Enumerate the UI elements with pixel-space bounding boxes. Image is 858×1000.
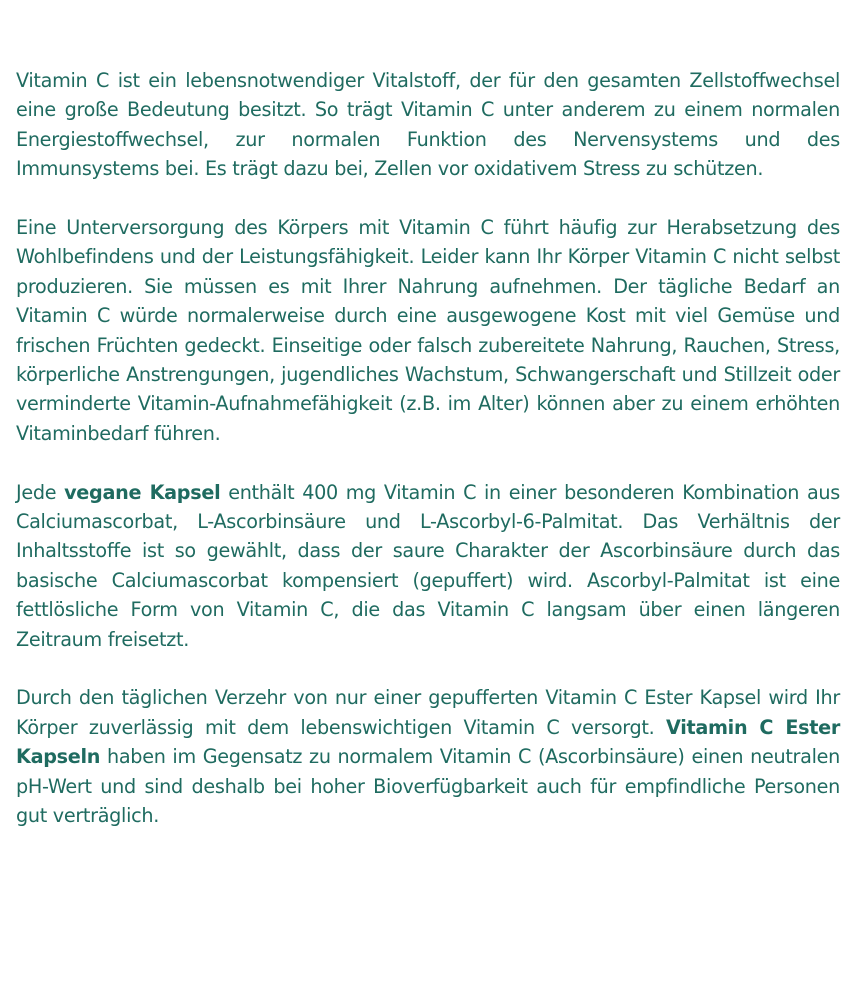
paragraph-capsule-composition bbox=[16, 478, 840, 654]
highlight-vegan-capsule: vegane Kapsel bbox=[64, 480, 221, 504]
paragraph-deficiency: Eine Unterversorgung des Körpers mit Vitamin C führt häufig zur Herabsetzung des Wohlbefindens und der Leistungsfähigkeit. Leider kann Ihr Körper Vitamin C nicht selbst produzieren. Sie müssen es mit Ihrer Nahrung aufnehmen. Der tägliche Bedarf an Vitamin C würde normalerweise durch eine ausgewogene Kost mit viel Gemüse und frischen Früchten gedeckt. Einseitige oder falsch zubereitete Nahrung, Rauchen, Stress, körperliche Anstrengungen, jugendliches Wachstum, Schwangerschaft und Stillzeit oder verminderte Vitamin-Aufnahmefähigkeit (z.B. im Alter) können aber zu einem erhöhten Vitaminbedarf führen. bbox=[16, 216, 840, 445]
paragraph-ester-benefits bbox=[16, 683, 840, 830]
highlight-ester-capsules: Vitamin C Ester Kapseln bbox=[16, 715, 840, 769]
text-segment: enthält 400 mg Vitamin C in einer besonderen Kombination aus Calciumascorbat, L-Ascorbinsäure und L-Ascorbyl-6-Palmitat. Das Verhältnis der Inhaltsstoffe ist so gewählt, dass der saure Charakter der Ascorbinsäure durch das basische Calciumascorbat kompensiert (gepuffert) wird. Ascorbyl-Palmitat ist eine fettlösliche Form von Vitamin C, die das Vitamin C langsam über einen längeren Zeitraum freisetzt. bbox=[16, 480, 840, 651]
product-description bbox=[16, 66, 840, 860]
text-segment: haben im Gegensatz zu normalem Vitamin C (Ascorbinsäure) einen neutralen pH-Wert und sind deshalb bei hoher Bioverfügbarkeit auch für empfindliche Personen gut verträglich. bbox=[16, 745, 840, 828]
text-segment: Durch den täglichen Verzehr von nur einer gepufferten Vitamin C Ester Kapsel wird Ihr Körper zuverlässig mit dem lebenswichtigen Vitamin C versorgt. bbox=[16, 686, 840, 739]
text-segment: Jede bbox=[16, 480, 65, 504]
paragraph-vitamin-c-intro: Vitamin C ist ein lebensnotwendiger Vitalstoff, der für den gesamten Zellstoffwechsel eine große Bedeutung besitzt. So trägt Vitamin C unter anderem zu einem normalen Energiestoffwechsel, zur normalen Funktion des Nervensystems und des Immunsystems bei. Es trägt dazu bei, Zellen vor oxidativem Stress zu schützen. bbox=[16, 69, 840, 181]
